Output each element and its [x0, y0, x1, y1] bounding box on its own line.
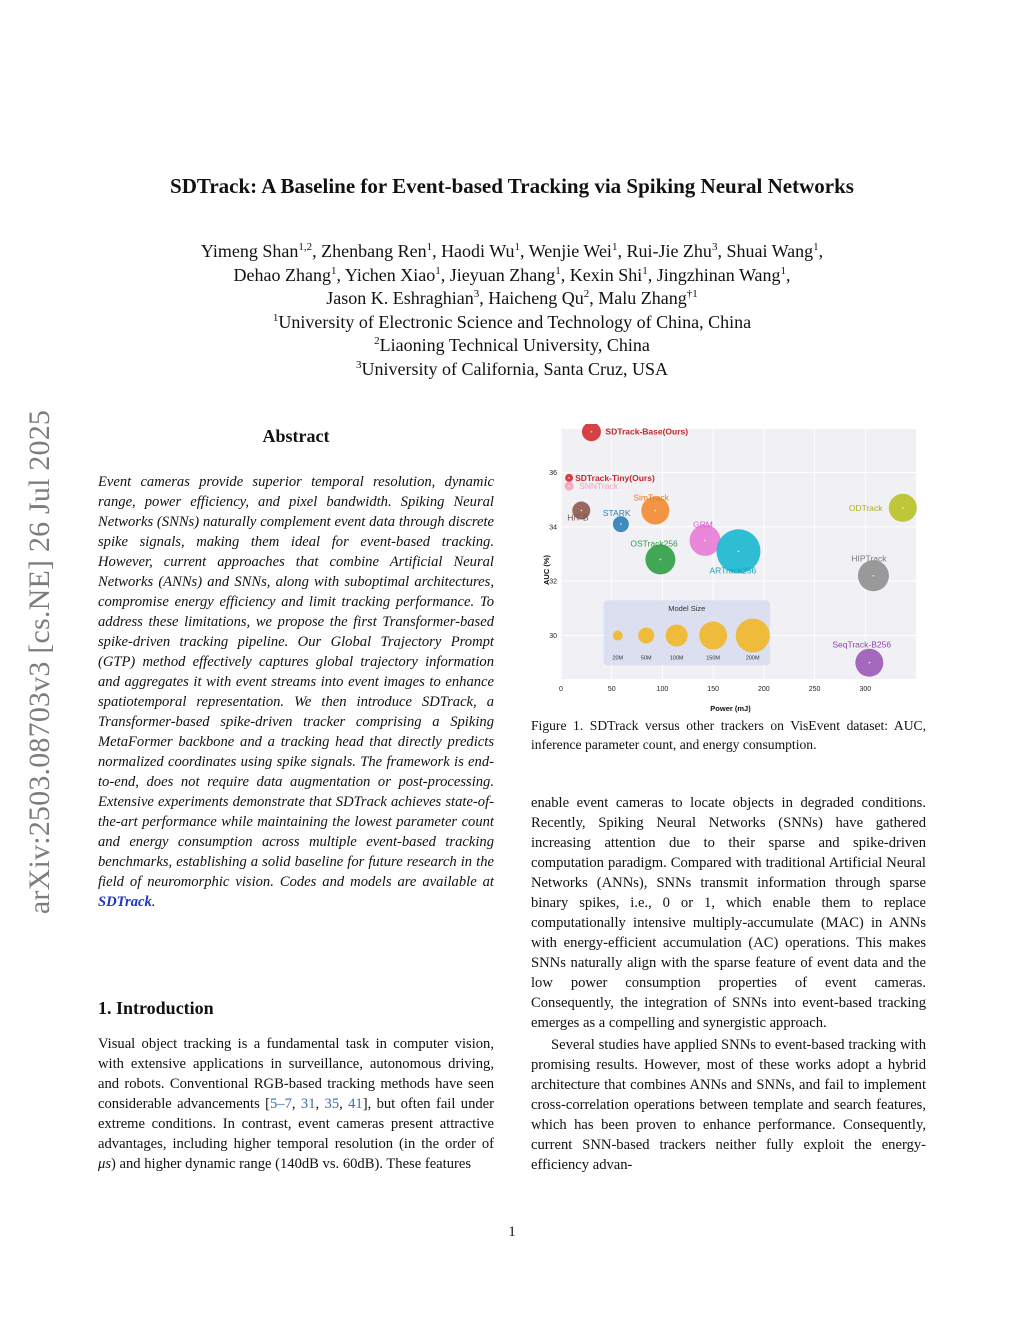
paper-title: SDTrack: A Baseline for Event-based Tracking via Spiking Neural Networks: [170, 174, 854, 198]
author-affiliation-mark: 1: [642, 264, 648, 277]
size-legend-label: 150M: [706, 655, 721, 662]
data-label: SimTrack: [633, 492, 669, 503]
data-label: ARTrack256: [709, 565, 757, 576]
data-label: GRM: [693, 519, 713, 530]
data-point-center: [568, 485, 570, 487]
x-tick-label: 150: [707, 686, 719, 693]
x-tick-label: 100: [656, 686, 669, 693]
affiliation-3: $^3$University of California, Santa Cruz, USA: [356, 358, 668, 379]
author-line-2: Dehao Zhang$^1$, Yichen Xiao$^1$, Jieyuan Zhang$^1$, Kexin Shi$^1$, Jingzhinan Wang$^1$,: [233, 264, 791, 285]
sdtrack-link[interactable]: SDTrack: [98, 894, 152, 910]
introduction-heading: 1. Introduction: [98, 998, 214, 1018]
author-affiliation-mark: 1: [426, 241, 433, 253]
author-name: Zhenbang Ren: [321, 241, 427, 261]
citation-link[interactable]: 31: [300, 1096, 316, 1112]
abstract-body: Event cameras provide superior temporal resolution, dynamic range, power efficiency, and pixel bandwidth. Spiking Neural Networks (SNNs) naturally complement event data through discrete spike signals, making them ideal for event-based tracking. However, current approaches that combine Artificial Neural Networks (ANNs) and SNNs, along with suboptimal architectures, compromise energy efficiency and limit tracking performance. To address these limitations, we propose the first Transformer-based spike-driven tracking pipeline. Our Global Trajectory Prompt (GTP) method effectively captures global trajectory information and aggregates it with event streams into event images to enhance spatiotemporal representation. We then introduce SDTrack, a Transformer-based spike-driven tracker comprising a Spiking MetaFormer backbone and a tracking head that directly predicts normalized coordinates using spike signals. The framework is end-to-end, does not require data augmentation or post-processing. Extensive experiments demonstrate that SDTrack achieves state-of-the-art performance while maintaining the lowest parameter count and energy consumption across multiple event-based tracking benchmarks, establishing a solid baseline for future research in the field of neuromorphic vision. Codes and models are available at SDTrack.: [98, 474, 494, 910]
author-name: Dehao Zhang: [233, 264, 331, 285]
x-tick-label: 200: [758, 686, 770, 693]
data-point-center: [580, 510, 582, 512]
size-legend-label: 20M: [612, 655, 624, 662]
data-label: STARK: [602, 508, 631, 519]
author-block: [0, 240, 1024, 381]
author-line-3: Jason K. Eshraghian$^3$, Haicheng Qu$^2$, Malu Zhang$^{\dagger 1}$: [326, 288, 698, 308]
y-tick-label: 32: [549, 578, 557, 586]
author-affiliation-mark: 1: [780, 264, 786, 277]
size-legend-title: Model Size: [668, 604, 706, 614]
x-tick-label: 250: [808, 686, 821, 693]
x-axis-label: Power (mJ): [710, 704, 751, 713]
author-name: Haicheng Qu: [488, 288, 584, 308]
citation-link[interactable]: 5–7: [270, 1096, 292, 1112]
arxiv-id: arXiv:2503.08703v3 [cs.NE] 26 Jul 2025: [23, 409, 56, 915]
author-name: Yimeng Shan: [200, 241, 299, 261]
data-label: SeqTrack-B256: [832, 639, 892, 650]
author-affiliation-mark: 3: [711, 241, 718, 253]
figure-caption: Figure 1. SDTrack versus other trackers on VisEvent dataset: AUC, inference parameter count, and energy consumption.: [531, 718, 926, 752]
author-affiliation-mark: 3: [473, 288, 480, 300]
data-point-center: [738, 550, 740, 552]
x-tick-label: 300: [859, 686, 872, 693]
data-point-center: [704, 540, 706, 542]
data-point-center: [902, 507, 904, 509]
right-column-body: [531, 793, 926, 1175]
x-tick-label: 0: [559, 686, 563, 693]
author-affiliation-mark: 1: [435, 264, 441, 277]
data-label: SDTrack-Base(Ours): [605, 426, 689, 437]
author-name: Haodi Wu: [441, 241, 515, 261]
data-label: SDTrack-Tiny(Ours): [575, 472, 655, 483]
data-point-center: [654, 510, 656, 512]
data-point-center: [873, 575, 875, 577]
data-point-center: [591, 431, 593, 433]
size-legend-bubble: [638, 628, 654, 644]
paragraph: enable event cameras to locate objects in degraded conditions. Recently, Spiking Neural Networks (SNNs) have gathered increasing attention due to their sparse and spike-driven computation paradigm. Compared with traditional Artificial Neural Networks (ANNs), SNNs transmit information through sparse binary spikes, i.e., 0 or 1, which enable them to replace computationally intensive multiply-accumulate (MAC) in ANNs with energy-efficient accumulation (AC) operations. This makes SNNs naturally align with the sparse feature of event data and the low power consumption properties of event cameras. Consequently, the integration of SNNs into event-based tracking emerges as a compelling and synergistic approach.: [531, 795, 926, 1031]
citation-link[interactable]: 41: [348, 1096, 363, 1112]
author-affiliation-mark: 1: [330, 264, 337, 277]
author-name: Shuai Wang: [726, 241, 814, 261]
author-affiliation-mark: 1: [514, 241, 520, 253]
x-tick-label: 50: [607, 686, 616, 693]
figure-1-bubble-chart: [531, 424, 926, 716]
data-label: OSTrack256: [630, 538, 678, 549]
author-name: Jason K. Eshraghian: [326, 288, 474, 308]
size-legend-label: 50M: [640, 655, 652, 662]
paragraph: Several studies have applied SNNs to event-based tracking with promising results. However, most of these works adopt a hybrid architecture that combines ANNs and SNNs, and fail to implement cross-correlation operations between template and search features, which has been proven to enhance performance. Consequently, current SNN-based trackers neither fully exploit the energy-efficiency advan-: [531, 1037, 926, 1173]
data-point-center: [660, 559, 662, 561]
data-label: HiT-B: [567, 512, 589, 523]
size-legend-bubble: [613, 631, 623, 641]
author-name: Rui-Jie Zhu: [626, 241, 712, 261]
data-label: HIPTrack: [851, 553, 887, 564]
abstract-heading: Abstract: [262, 426, 330, 446]
data-label: ODTrack: [848, 502, 883, 513]
author-affiliation-mark: 1,2: [298, 241, 313, 253]
author-affiliation-mark: 2: [583, 288, 590, 300]
size-legend-label: 100M: [669, 655, 684, 662]
author-affiliation-mark: 1: [813, 241, 819, 253]
size-legend-bubble: [699, 622, 727, 650]
author-affiliation-mark: 1: [611, 241, 618, 253]
author-affiliation-mark: 1: [555, 264, 561, 277]
author-name: Jieyuan Zhang: [449, 264, 556, 285]
author-name: Yichen Xiao: [344, 264, 436, 285]
data-label: SNNTrack: [579, 481, 619, 492]
author-name: Wenjie Wei: [528, 241, 612, 261]
data-point-center: [620, 523, 622, 525]
page-number: 1: [508, 1224, 516, 1240]
size-legend-bubble: [666, 625, 688, 647]
author-name: Malu Zhang: [598, 288, 687, 308]
author-name: Jingzhinan Wang: [656, 264, 781, 285]
author-affiliation-mark: †1: [686, 288, 698, 300]
author-name: Kexin Shi: [569, 264, 643, 285]
data-point-center: [868, 662, 870, 664]
author-line-1: Yimeng Shan$^{1,2}$, Zhenbang Ren$^1$, Haodi Wu$^1$, Wenjie Wei$^1$, Rui-Jie Zhu$^3$, Shuai Wang$^1$,: [200, 241, 824, 261]
citation-link[interactable]: 35: [324, 1096, 340, 1112]
y-axis-label: AUC (%): [542, 555, 551, 585]
affiliation-2: $^2$Liaoning Technical University, China: [374, 335, 650, 355]
affiliation-1: $^1$University of Electronic Science and Technology of China, China: [272, 311, 752, 332]
introduction-body: Visual object tracking is a fundamental task in computer vision, with extensive applications in surveillance, autonomous driving, and robots. Conventional RGB-based tracking methods have seen considerable advancements [5–7, 31, 35, 41], but often fail under extreme conditions. In contrast, event cameras present attractive advantages, including higher temporal resolution (in the order of μs) and higher dynamic range (140dB vs. 60dB). These features: [98, 1036, 494, 1172]
size-legend-bubble: [736, 619, 770, 653]
data-point-center: [568, 477, 570, 479]
y-tick-label: 30: [549, 633, 557, 641]
y-tick-label: 36: [549, 469, 557, 477]
size-legend-label: 200M: [745, 655, 760, 662]
y-tick-label: 34: [549, 524, 557, 532]
